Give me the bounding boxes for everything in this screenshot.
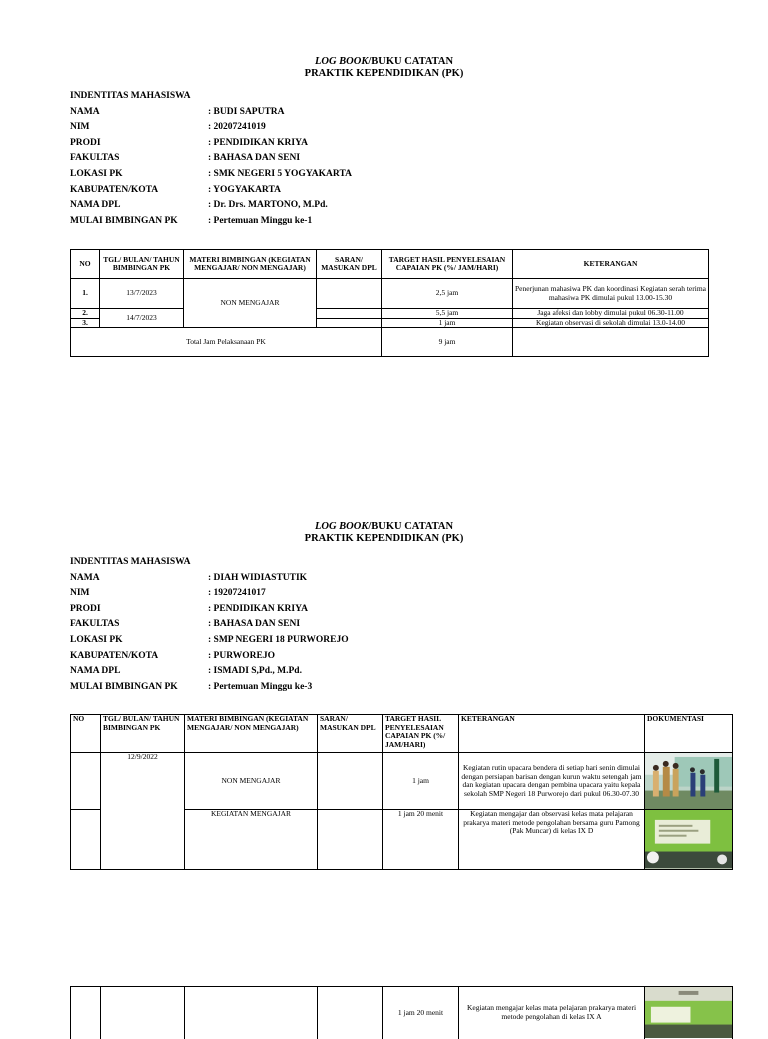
row-note: Kegiatan observasi di sekolah dimulai 13.0-14.00 xyxy=(513,318,709,328)
logbook-2-continued-table xyxy=(70,986,733,1039)
field-value: : ISMADI S,Pd., M.Pd. xyxy=(208,666,302,677)
row-material: NON MENGAJAR xyxy=(184,279,317,328)
field-value: : Pertemuan Minggu ke-1 xyxy=(208,215,313,226)
field-value: : PENDIDIKAN KRIYA xyxy=(208,603,308,614)
row-target: 1 jam 20 menit xyxy=(383,810,459,869)
identity-heading: INDENTITAS MAHASISWA xyxy=(70,91,191,101)
header-material: MATERI BIMBINGAN (KEGIATAN MENGAJAR/ NON MENGAJAR) xyxy=(184,250,317,279)
row-note: Kegiatan rutin upacara bendera di setiap hari senin dimulai dengan persiapan barisan dengan kurun waktu setengah jam dan kegiatan upacara dengan pembina upacara yaitu kepala sekolah SMP Negeri 18 Purworejo dari pukul 06.30-07.30 xyxy=(459,753,645,810)
row-suggestion xyxy=(317,309,382,319)
row-target: 1 jam xyxy=(382,318,513,328)
header-no: NO xyxy=(71,715,101,753)
header-suggestion: SARAN/ MASUKAN DPL xyxy=(317,250,382,279)
table-header-row xyxy=(71,250,709,279)
row-material: NON MENGAJAR xyxy=(185,753,318,810)
total-label: Total Jam Pelaksanaan PK xyxy=(71,328,382,357)
total-note xyxy=(513,328,709,357)
field-label: NAMA DPL xyxy=(70,666,121,677)
identity-heading: INDENTITAS MAHASISWA xyxy=(70,557,191,567)
header-target: TARGET HASIL PENYELESAIAN CAPAIAN PK (%/ JAM/HARI) xyxy=(382,250,513,279)
row-target: 1 jam xyxy=(383,753,459,810)
row-no xyxy=(71,810,101,869)
header-date: TGL/ BULAN/ TAHUN BIMBINGAN PK xyxy=(100,250,184,279)
row-suggestion xyxy=(317,279,382,309)
field-value: : Dr. Drs. MARTONO, M.Pd. xyxy=(208,200,328,211)
logbook-2-title: LOG BOOK/BUKU CATATAN xyxy=(314,521,454,532)
header-target: TARGET HASIL PENYELESAIAN CAPAIAN PK (%/ JAM/HARI) xyxy=(383,715,459,753)
row-no: 1. xyxy=(71,279,100,309)
header-suggestion: SARAN/ MASUKAN DPL xyxy=(318,715,383,753)
field-label: KABUPATEN/KOTA xyxy=(70,650,159,661)
header-documentation: DOKUMENTASI xyxy=(645,715,733,753)
classroom-photo xyxy=(645,810,732,868)
row-date: 12/9/2022 xyxy=(101,753,185,870)
row-material: KEGIATAN MENGAJAR xyxy=(185,810,318,869)
total-value: 9 jam xyxy=(382,328,513,357)
row-date xyxy=(101,987,185,1039)
row-documentation xyxy=(645,810,733,869)
field-label: NAMA DPL xyxy=(70,200,121,211)
field-value: : BAHASA DAN SENI xyxy=(208,619,301,630)
logbook-1-subtitle: PRAKTIK KEPENDIDIKAN (PK) xyxy=(304,68,464,79)
table-header-row xyxy=(71,715,733,753)
field-label: NIM xyxy=(70,122,90,133)
field-value: : SMK NEGERI 5 YOGYAKARTA xyxy=(208,168,352,179)
row-suggestion xyxy=(317,318,382,328)
logbook-2-subtitle: PRAKTIK KEPENDIDIKAN (PK) xyxy=(304,533,464,544)
row-target: 2,5 jam xyxy=(382,279,513,309)
row-material xyxy=(185,987,318,1039)
field-value: : 20207241019 xyxy=(208,122,266,133)
field-label: MULAI BIMBINGAN PK xyxy=(70,681,178,692)
table-row xyxy=(71,987,733,1039)
field-value: : YOGYAKARTA xyxy=(208,184,281,195)
logbook-1-table xyxy=(70,249,709,357)
field-label: FAKULTAS xyxy=(70,153,120,164)
row-no xyxy=(71,753,101,810)
logbook-2-identity xyxy=(70,557,349,697)
row-target: 5,5 jam xyxy=(382,309,513,319)
table-row xyxy=(71,309,709,319)
field-label: FAKULTAS xyxy=(70,619,120,630)
header-date: TGL/ BULAN/ TAHUN BIMBINGAN PK xyxy=(101,715,185,753)
ceremony-photo xyxy=(645,753,732,809)
field-value: : SMP NEGERI 18 PURWOREJO xyxy=(208,634,349,645)
row-note: Kegiatan mengajar dan observasi kelas mata pelajaran prakarya materi metode pengolahan bersama guru Pamong (Pak Muncar) di kelas IX D xyxy=(459,810,645,869)
logbook-2-table xyxy=(70,714,733,870)
row-date: 13/7/2023 xyxy=(100,279,184,309)
row-note: Penerjunan mahasiwa PK dan koordinasi Kegiatan serah terima mahasiwa PK dimulai pukul 13.00-15.30 xyxy=(513,279,709,309)
header-material: MATERI BIMBINGAN (KEGIATAN MENGAJAR/ NON MENGAJAR) xyxy=(185,715,318,753)
table-row xyxy=(71,279,709,309)
field-label: PRODI xyxy=(70,603,101,614)
row-documentation xyxy=(645,987,733,1039)
field-label: NAMA xyxy=(70,572,100,583)
logbook-1-identity xyxy=(70,91,352,231)
field-value: : Pertemuan Minggu ke-3 xyxy=(208,681,313,692)
field-label: KABUPATEN/KOTA xyxy=(70,184,159,195)
header-no: NO xyxy=(71,250,100,279)
row-no: 2. xyxy=(71,309,100,319)
row-no xyxy=(71,987,101,1039)
field-label: PRODI xyxy=(70,137,101,148)
field-value: : PENDIDIKAN KRIYA xyxy=(208,137,308,148)
field-label: LOKASI PK xyxy=(70,168,123,179)
table-total-row xyxy=(71,328,709,357)
row-suggestion xyxy=(318,810,383,869)
row-suggestion xyxy=(318,753,383,810)
header-note: KETERANGAN xyxy=(513,250,709,279)
field-label: LOKASI PK xyxy=(70,634,123,645)
field-label: NAMA xyxy=(70,106,100,117)
field-label: MULAI BIMBINGAN PK xyxy=(70,215,178,226)
field-value: : BUDI SAPUTRA xyxy=(208,106,285,117)
table-row xyxy=(71,753,733,810)
row-documentation xyxy=(645,753,733,810)
field-value: : 19207241017 xyxy=(208,588,266,599)
row-no: 3. xyxy=(71,318,100,328)
field-value: : DIAH WIDIASTUTIK xyxy=(208,572,308,583)
row-note: Jaga afeksi dan lobby dimulai pukul 06.30-11.00 xyxy=(513,309,709,319)
row-note: Kegiatan mengajar kelas mata pelajaran prakarya materi metode pengolahan di kelas IX A xyxy=(459,987,645,1039)
row-suggestion xyxy=(318,987,383,1039)
field-value: : PURWOREJO xyxy=(208,650,275,661)
header-note: KETERANGAN xyxy=(459,715,645,753)
row-date: 14/7/2023 xyxy=(100,309,184,328)
row-target: 1 jam 20 menit xyxy=(383,987,459,1039)
field-label: NIM xyxy=(70,588,90,599)
logbook-1-title: LOG BOOK/BUKU CATATAN xyxy=(314,56,454,67)
field-value: : BAHASA DAN SENI xyxy=(208,153,301,164)
classroom-photo xyxy=(645,987,732,1038)
